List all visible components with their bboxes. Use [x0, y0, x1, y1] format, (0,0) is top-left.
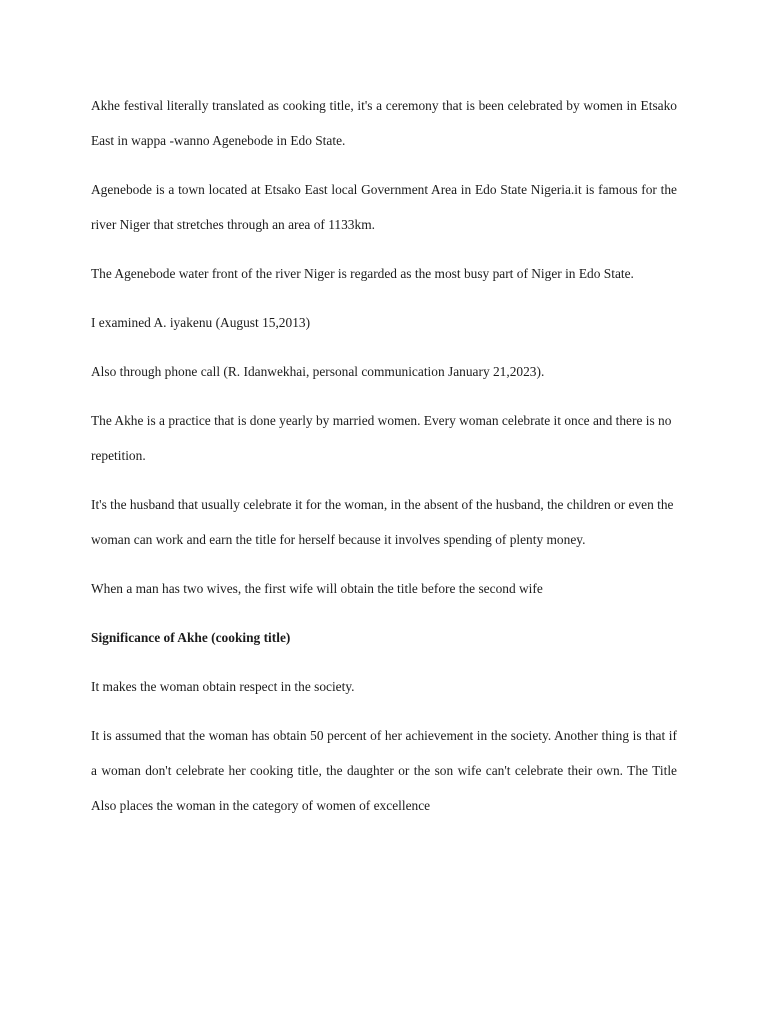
paragraph-respect: It makes the woman obtain respect in the society.	[91, 679, 355, 694]
paragraph-agenebode-location: Agenebode is a town located at Etsako East local Government Area in Edo State Nigeria.it is famous for the river Niger that stretches through an area of 1133km.	[91, 182, 677, 232]
paragraph-yearly-practice: The Akhe is a practice that is done yearly by married women. Every woman celebrate it once and there is no repetition.	[91, 413, 672, 463]
paragraph-phone-call-source: Also through phone call (R. Idanwekhai, personal communication January 21,2023).	[91, 364, 545, 379]
section-heading-significance: Significance of Akhe (cooking title)	[91, 630, 291, 645]
paragraph-water-front: The Agenebode water front of the river Niger is regarded as the most busy part of Niger in Edo State.	[91, 266, 634, 281]
paragraph-akhe-intro: Akhe festival literally translated as cooking title, it's a ceremony that is been celebrated by women in Etsako East in wappa -wanno Agenebode in Edo State.	[91, 98, 677, 148]
paragraph-two-wives: When a man has two wives, the first wife will obtain the title before the second wife	[91, 581, 543, 596]
paragraph-examined-source: I examined A. iyakenu (August 15,2013)	[91, 315, 311, 330]
paragraph-husband-celebrates: It's the husband that usually celebrate it for the woman, in the absent of the husband, the children or even the woman can work and earn the title for herself because it involves spending of plenty money.	[91, 497, 674, 547]
paragraph-achievement: It is assumed that the woman has obtain 50 percent of her achievement in the society. Another thing is that if a woman don't celebrate her cooking title, the daughter or the son wife can't celebrate their own. The Title Also places the woman in the category of women of excellence	[91, 728, 677, 813]
document-body	[91, 88, 677, 837]
